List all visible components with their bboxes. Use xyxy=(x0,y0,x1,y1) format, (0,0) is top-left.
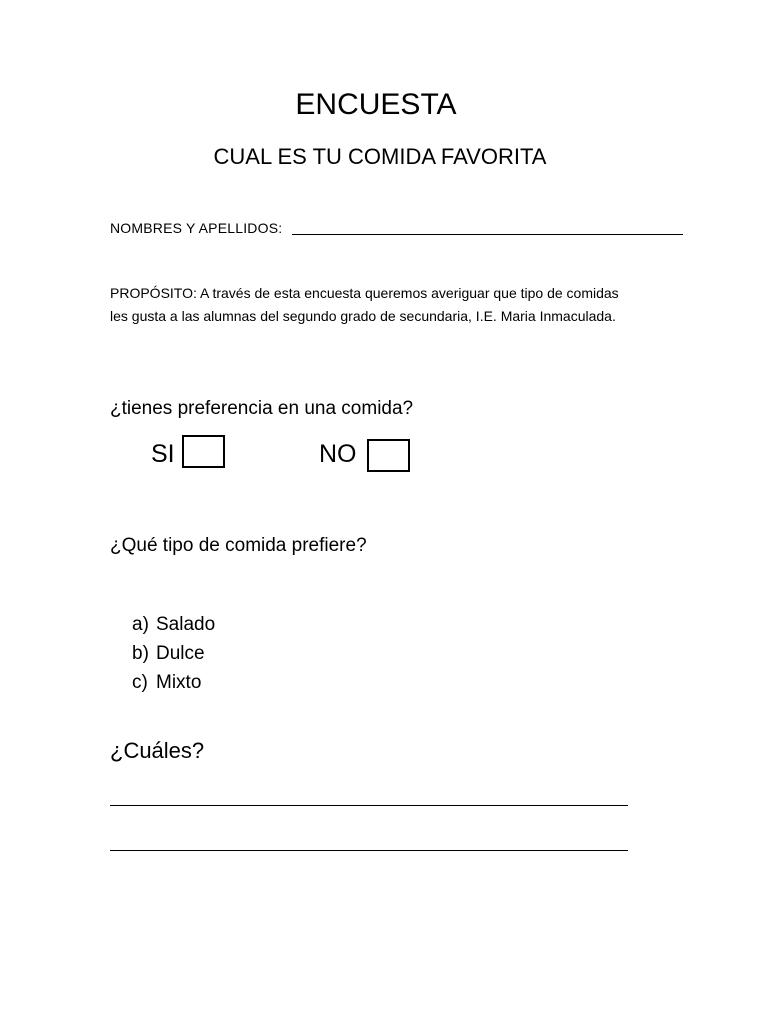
choice-letter: c) xyxy=(132,672,148,693)
choice-item[interactable] xyxy=(132,668,215,697)
purpose-label: PROPÓSITO xyxy=(110,285,193,301)
question-preference: ¿tienes preferencia en una comida? xyxy=(110,398,414,419)
choice-letter: b) xyxy=(132,643,149,664)
purpose-text: : A través de esta encuesta queremos averiguar que tipo de comidas les gusta a las alumnas del segundo grado de secundaria, I.E. Maria Inmaculada. xyxy=(110,285,619,324)
choice-text: Mixto xyxy=(156,672,202,693)
option-no-label: NO xyxy=(319,440,357,468)
answer-line[interactable] xyxy=(110,850,628,851)
survey-title: ENCUESTA xyxy=(295,88,457,121)
choice-item[interactable] xyxy=(132,610,215,639)
purpose-paragraph xyxy=(110,282,635,328)
survey-subtitle: CUAL ES TU COMIDA FAVORITA xyxy=(213,144,547,169)
choice-text: Dulce xyxy=(156,643,205,664)
question-food-type: ¿Qué tipo de comida prefiere? xyxy=(110,535,367,556)
choice-text: Salado xyxy=(156,614,216,635)
question-which: ¿Cuáles? xyxy=(110,738,205,763)
answer-line[interactable] xyxy=(110,805,628,806)
option-no-checkbox[interactable] xyxy=(367,439,410,472)
option-yes-label: SI xyxy=(151,440,175,468)
choice-item[interactable] xyxy=(132,639,215,668)
name-answer-line[interactable] xyxy=(292,234,683,235)
choice-letter: a) xyxy=(132,614,149,635)
food-type-choices xyxy=(132,610,215,697)
name-field-label: NOMBRES Y APELLIDOS: xyxy=(110,220,283,236)
option-yes-checkbox[interactable] xyxy=(182,435,225,468)
